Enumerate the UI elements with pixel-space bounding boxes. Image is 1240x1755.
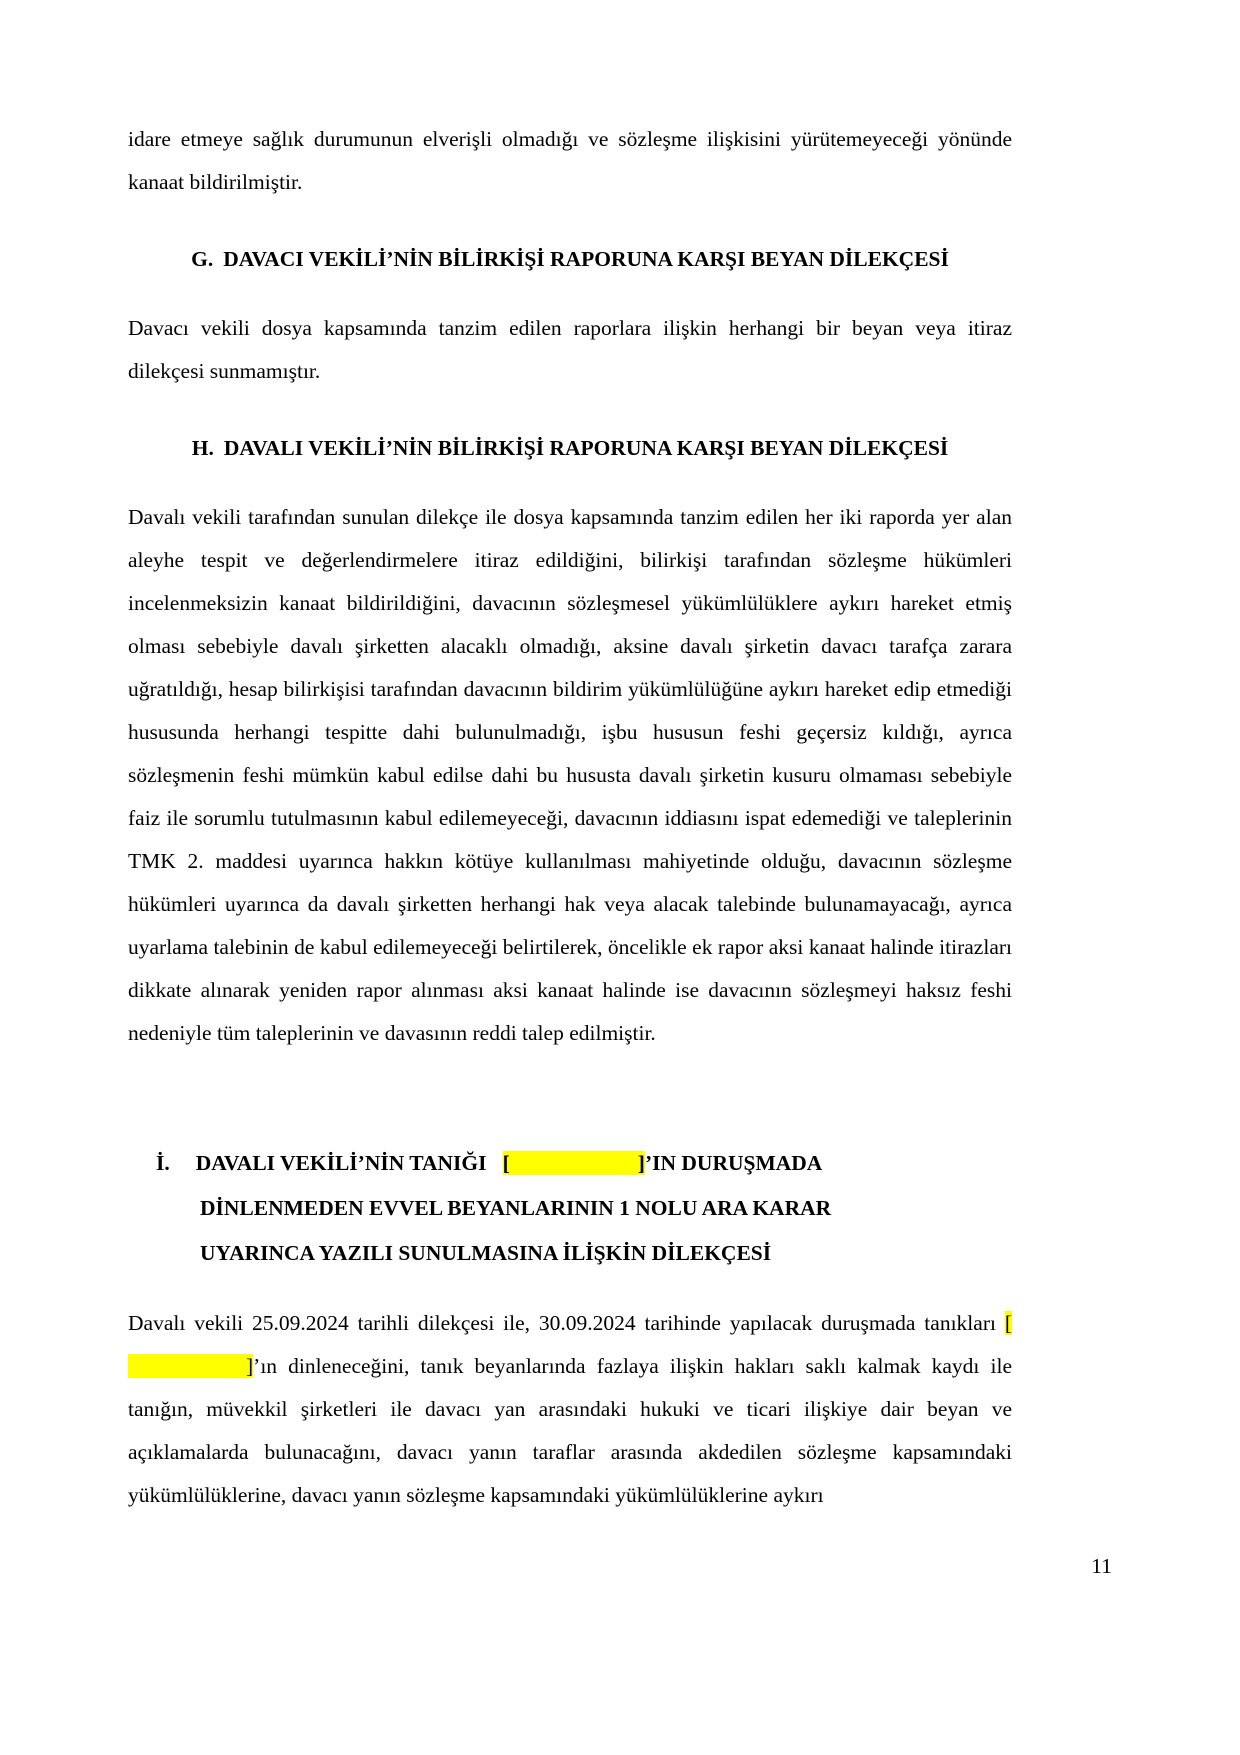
page-number: 11 — [1091, 1554, 1112, 1578]
spacer — [128, 204, 1012, 238]
paragraph-section-h-body: Davalı vekili tarafından sunulan dilekçe ile dosya kapsamında tanzim edilen her iki raporda yer alan aleyhe tespit ve değerlendirmelere itiraz edildiğini, bilirkişi tarafından sözleşme hükümleri incelenmeksizin kanaat bildirildiğini, davacının sözleşmesel yükümlülüklere aykırı hareket etmiş olması sebebiyle davalı şirketten alacaklı olmadığı, aksine davalı şirketin davacı tarafça zarara uğratıldığı, hesap bilirkişisi tarafından davacının bildirim yükümlülüğüne aykırı hareket edip etmediği hususunda herhangi tespitte dahi bulunulmadığı, işbu hususun feshi geçersiz kıldığı, ayrıca sözleşmenin feshi mümkün kabul edilse dahi bu hususta davalı şirketin kusuru olmaması sebebiyle faiz ile sorumlu tutulmasının kabul edilemeyeceği, davacının iddiasını ispat edemediği ve taleplerinin TMK 2. maddesi uyarınca hakkın kötüye kullanılması mahiyetinde olduğu, davacının sözleşme hükümleri uyarınca da davalı şirketten herhangi hak veya alacak talebinde bulunamayacağı, ayrıca uyarlama talebinin de kabul edilemeyeceği belirtilerek, öncelikle ek rapor aksi kanaat halinde itirazları dikkate alınarak yeniden rapor alınması aksi kanaat halinde ise davacının sözleşmeyi haksız feshi nedeniyle tüm taleplerinin ve davasının reddi talep edilmiştir. — [128, 505, 1012, 1045]
heading-section-i-text-before: DAVALI VEKİLİ’NİN TANIĞI — [195, 1151, 487, 1175]
redaction-bracket-open: [ — [502, 1151, 510, 1175]
paragraph-intro-continuation: idare etmeye sağlık durumunun elverişli olmadığı ve sözleşme ilişkisini yürütemeyeceği yönünde kanaat bildirilmiştir. — [128, 127, 1012, 194]
heading-section-h-letter: H. — [191, 436, 214, 460]
redaction-bracket-close: ] — [637, 1151, 645, 1175]
heading-section-h-text: DAVALI VEKİLİ’NİN BİLİRKİŞİ RAPORUNA KARŞI BEYAN DİLEKÇESİ — [223, 436, 949, 460]
heading-section-g-letter: G. — [191, 247, 214, 271]
redaction-bracket-open: [ — [1004, 1311, 1013, 1335]
spacer — [128, 393, 1012, 427]
heading-section-i-text-after: ’IN DURUŞMADA — [644, 1151, 823, 1175]
redaction-highlight-heading — [503, 1151, 645, 1175]
spacer — [128, 470, 1012, 496]
redaction-bracket-close: ] — [246, 1354, 254, 1378]
spacer — [128, 1276, 1012, 1302]
heading-section-g-text: DAVACI VEKİLİ’NİN BİLİRKİŞİ RAPORUNA KARŞI BEYAN DİLEKÇESİ — [223, 247, 949, 271]
paragraph-section-i-body-part2: ’ın dinleneceğini, tanık beyanlarında fazlaya ilişkin hakları saklı kalmak kaydı ile tanığın, müvekkil şirketleri ile davacı yan arasındaki hukuki ve ticari ilişkiye dair beyan ve açıklamalarda bulunacağını, davacı yanın taraflar arasında akdedilen sözleşme kapsamındaki yükümlülüklerine, davacı yanın sözleşme kapsamındaki yükümlülüklerine aykırı — [128, 1354, 1012, 1507]
heading-section-i-letter: İ. — [156, 1151, 170, 1175]
heading-section-h — [128, 427, 1012, 470]
spacer — [128, 281, 1012, 307]
heading-section-i — [128, 1141, 1012, 1276]
paragraph-section-i-body — [128, 1302, 1012, 1517]
heading-section-i-line3: UYARINCA YAZILI SUNULMASINA İLİŞKİN DİLEKÇESİ — [200, 1241, 772, 1265]
heading-section-g — [128, 238, 1012, 281]
spacer — [128, 1055, 1012, 1141]
paragraph-section-g-body: Davacı vekili dosya kapsamında tanzim edilen raporlara ilişkin herhangi bir beyan veya itiraz dilekçesi sunmamıştır. — [128, 316, 1012, 383]
heading-section-i-line2: DİNLENMEDEN EVVEL BEYANLARININ 1 NOLU ARA KARAR — [200, 1196, 832, 1220]
paragraph-section-i-body-part1: Davalı vekili 25.09.2024 tarihli dilekçesi ile, 30.09.2024 tarihinde yapılacak duruşmada tanıkları — [128, 1311, 996, 1335]
page-content — [128, 118, 1012, 1517]
